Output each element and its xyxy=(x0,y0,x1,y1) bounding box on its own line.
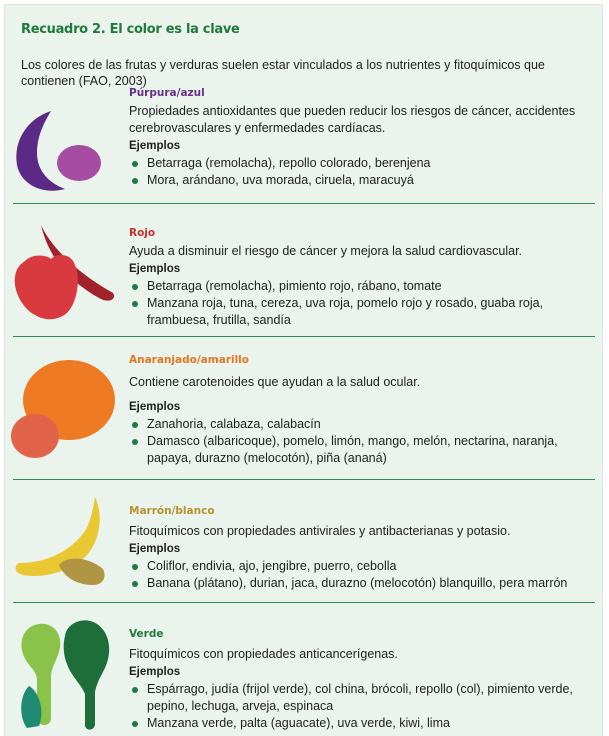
color-key-box xyxy=(5,5,602,736)
category-description: Propiedades antioxidantes que pueden reducir los riesgos de cáncer, accidentes cerebrovasculares y enfermedades cardíacas. xyxy=(129,104,576,135)
orange-produce-illustration xyxy=(5,340,125,474)
examples-list xyxy=(129,155,595,189)
section-green xyxy=(5,606,602,736)
section-purple xyxy=(5,81,602,199)
examples-heading: Ejemplos xyxy=(129,401,181,413)
category-description: Fitoquímicos con propiedades antivirales y antibacterianas y potasio. xyxy=(129,524,511,538)
section-divider xyxy=(13,479,595,480)
category-label: Anaranjado/amarillo xyxy=(129,354,249,366)
section-brown xyxy=(5,483,602,599)
category-label: Marrón/blanco xyxy=(129,505,215,517)
list-item: Betarraga (remolacha), pimiento rojo, rábano, tomate xyxy=(129,278,595,295)
list-item: Betarraga (remolacha), repollo colorado, berenjena xyxy=(129,155,595,172)
examples-heading: Ejemplos xyxy=(129,666,181,678)
list-item: Coliflor, endivia, ajo, jengibre, puerro, cebolla xyxy=(129,558,595,575)
box-title: Recuadro 2. El color es la clave xyxy=(21,22,240,37)
list-item: Banana (plátano), durian, jaca, durazno (melocotón) blanquillo, pera marrón xyxy=(129,575,595,592)
section-orange xyxy=(5,340,602,474)
section-divider xyxy=(13,336,595,337)
category-description: Ayuda a disminuir el riesgo de cáncer y mejora la salud cardiovascular. xyxy=(129,244,523,258)
examples-list xyxy=(129,278,595,329)
category-label: Verde xyxy=(129,628,164,640)
examples-heading: Ejemplos xyxy=(129,140,181,152)
examples-heading: Ejemplos xyxy=(129,263,181,275)
section-red xyxy=(5,207,602,333)
list-item: Espárrago, judía (frijol verde), col china, brócoli, repollo (col), pimiento verde, pepino, lechuga, arveja, espinaca xyxy=(129,681,595,715)
section-divider xyxy=(13,602,595,603)
category-label: Púrpura/azul xyxy=(129,87,205,99)
category-description: Fitoquímicos con propiedades anticancerígenas. xyxy=(129,647,398,661)
red-produce-illustration xyxy=(5,207,125,333)
brown-produce-illustration xyxy=(5,483,125,599)
list-item: Zanahoria, calabaza, calabacín xyxy=(129,416,595,433)
category-description: Contiene carotenoides que ayudan a la salud ocular. xyxy=(129,375,421,389)
examples-list xyxy=(129,558,595,592)
green-produce-illustration xyxy=(5,606,125,736)
section-divider xyxy=(13,203,595,204)
category-label: Rojo xyxy=(129,227,156,239)
examples-list xyxy=(129,416,595,467)
intro-text: Los colores de las frutas y verduras suelen estar vinculados a los nutrientes y fitoquímicos que contienen (FAO, 2003) xyxy=(21,58,545,88)
purple-produce-illustration xyxy=(5,81,115,199)
list-item: Manzana roja, tuna, cereza, uva roja, pomelo rojo y rosado, guaba roja, frambuesa, frutilla, sandía xyxy=(129,295,595,329)
list-item: Damasco (albaricoque), pomelo, limón, mango, melón, nectarina, naranja, papaya, durazno (melocotón), piña (ananá) xyxy=(129,433,595,467)
examples-heading: Ejemplos xyxy=(129,543,181,555)
examples-list xyxy=(129,681,595,732)
list-item: Mora, arándano, uva morada, ciruela, maracuyá xyxy=(129,172,595,189)
list-item: Manzana verde, palta (aguacate), uva verde, kiwi, lima xyxy=(129,715,595,732)
